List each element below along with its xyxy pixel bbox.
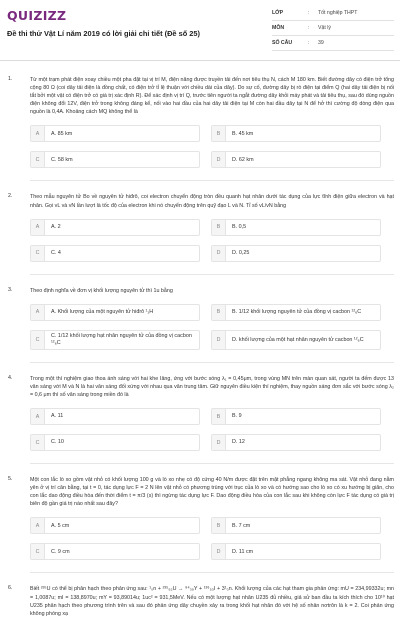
option-letter: C xyxy=(31,246,45,261)
option-letter: C xyxy=(31,152,45,167)
option-a[interactable] xyxy=(30,517,200,534)
option-text: D. 12 xyxy=(232,439,245,446)
option-letter: B xyxy=(212,305,226,320)
option-letter: A xyxy=(31,305,45,320)
option-c[interactable] xyxy=(30,543,200,560)
option-text: A. 85 km xyxy=(51,130,73,137)
option-letter: C xyxy=(31,435,45,450)
option-letter: D xyxy=(212,246,226,261)
option-text: A. Khối lượng của một nguyên tử hiđrô ¹₁H xyxy=(51,309,154,315)
question-number: 5. xyxy=(8,476,13,483)
option-text: D. 0,25 xyxy=(232,249,250,256)
options xyxy=(30,304,381,350)
option-letter: A xyxy=(31,518,45,533)
info-key: SỐ CÂU xyxy=(272,40,293,46)
option-c[interactable] xyxy=(30,434,200,451)
info-row-class: LỚP : Tốt nghiệp THPT xyxy=(272,6,394,21)
question-text: Theo định nghĩa về đơn vị khối lượng nguyên tử thì 1u bằng xyxy=(30,287,173,294)
option-text: A. 2 xyxy=(51,223,61,230)
question-number: 1. xyxy=(8,76,13,82)
options xyxy=(30,517,381,560)
info-value: 39 xyxy=(318,40,324,46)
option-b[interactable] xyxy=(211,304,381,321)
question-3 xyxy=(0,275,400,363)
option-d[interactable] xyxy=(211,245,381,262)
question-number: 2. xyxy=(8,193,13,200)
info-row-count: SỐ CÂU : 39 xyxy=(272,36,394,51)
question-number: 3. xyxy=(8,286,13,293)
options xyxy=(30,125,381,168)
option-a[interactable] xyxy=(30,125,200,142)
option-letter: A xyxy=(31,220,45,235)
question-text: Theo mẫu nguyên tử Bo về nguyên tử hiđrô, coi electron chuyển động tròn đều quanh hạt nhân dưới tác dụng của lực tĩnh điện giữa electron và hạt nhân. Gọi vL và vN lần lượt là tốc độ của electron khi nó chuyển động trên quỹ đạo L và N. Tỉ số vL/vN bằng xyxy=(30,194,394,209)
option-c[interactable] xyxy=(30,245,200,262)
options xyxy=(30,219,381,262)
option-text: B. 45 km xyxy=(232,130,254,137)
question-number: 4. xyxy=(8,374,13,381)
question-5 xyxy=(0,464,400,573)
option-text: C. 58 km xyxy=(51,156,73,163)
option-text: B. 7 cm xyxy=(232,522,251,529)
page-title: Đề thi thử Vật Lí năm 2019 có lời giải chi tiết (Đề số 25) xyxy=(7,29,200,38)
question-1 xyxy=(0,64,400,181)
option-text: A. 11 xyxy=(51,413,64,420)
question-text: Một con lắc lò xo gồm vật nhỏ có khối lượng 100 g và lò xo nhẹ có độ cứng 40 N/m được đặt trên mặt phẳng ngang không ma sát. Vật nhỏ đang nằm yên ở vị trí cân bằng, tại t = 0, tác dụng lực F = 2 N lên vật nhỏ có phương trùng với trục của lò xo và có hướng sao cho lò xo có xu hướng bị giãn, cho con lắc dao động điều hòa đến thời điểm t = π/3 (s) thì ngừng tác dụng lực F. Dao động điều hòa của con lắc sau khi không còn lực F tác dụng có giá trị biên độ gần giá trị nào nhất sau đây? xyxy=(30,477,394,508)
question-4 xyxy=(0,363,400,464)
option-letter: B xyxy=(212,518,226,533)
header-divider xyxy=(0,60,400,61)
question-text: Biết ²³⁵U có thể bị phân hạch theo phản ứng sau: ¹₀n + ²³⁵₉₂U → ⁹⁴₃₉Y + ¹³⁹₅₃I + 3¹₀n. Khối lượng của các hạt tham gia phản ứng: mU = 234,99332u; mn = 1,0087u; mI = 138,8970u; mY = 93,89014u; 1uc² = 931,5MeV. Nếu có một lượng hạt nhân U235 đủ nhiều, giả sử ban đầu ta kích thích cho 10¹⁰ hạt U235 phân hạch theo phương trình trên và sau đó phản ứng dây chuyền xảy ra trong khối hạt nhân đó với hệ số nhân nơtrôn là k = 2. Coi phản ứng không phóng xạ xyxy=(30,586,394,617)
option-letter: B xyxy=(212,126,226,141)
question-text: Trong một thí nghiệm giao thoa ánh sáng với hai khe Iâng, ứng với bước sóng λ₁ = 0,45μm, trong vùng MN trên màn quan sát, người ta đếm được 13 vân sáng với M và N là hai vân sáng đối xứng với nhau qua vân trung tâm. Giữ nguyên điều kiện thí nghiệm, thay nguồn sáng đơn sắc với bước sóng λ₂ = 0,6 μm thì số vân sáng trong miền đó là xyxy=(30,375,394,398)
option-d[interactable] xyxy=(211,151,381,168)
option-letter: C xyxy=(31,544,45,559)
info-key: MÔN xyxy=(272,25,285,31)
option-d[interactable] xyxy=(211,543,381,560)
option-text: D. khối lượng của một hạt nhân nguyên tử cacbon ¹²₆C xyxy=(232,336,364,343)
option-letter: D xyxy=(212,152,226,167)
question-6 xyxy=(0,573,400,617)
option-a[interactable] xyxy=(30,408,200,425)
info-value: Tốt nghiệp THPT xyxy=(318,10,358,16)
option-a[interactable] xyxy=(30,304,200,321)
option-letter: B xyxy=(212,409,226,424)
header xyxy=(0,0,400,60)
option-text: D. 11 cm xyxy=(232,548,254,555)
question-number: 6. xyxy=(8,585,13,592)
option-b[interactable] xyxy=(211,408,381,425)
question-text: Từ một trạm phát điện xoay chiều một pha đặt tại vị trí M, điện năng được truyền tải đến nơi tiêu thụ N, cách M 180 km. Biết đường dây có điện trở tổng cộng 80 Ω (coi dây tải điện là đồng chất, có điện trở tỉ lệ thuận với chiều dài của dây). Do sự cố, đường dây bị rò điện tại điểm Q (hai dây tải điện bị nối tắt bởi một vật có điện trở có giá trị xác định R). Để xác định vị trí Q, trước tiên người ta ngắt đường dây khỏi máy phát và tải tiêu thụ, sau đó dùng nguồn điện không đổi 12V, điện trở trong không đáng kể, nối vào hai đầu của hai dây tải điện tại M còn hai đầu dây tại N để hở thì cường độ dòng điện qua nguồn là 0,4A. Khoảng cách MQ không thể là xyxy=(30,77,394,116)
option-letter: D xyxy=(212,331,226,349)
info-value: Vật lý xyxy=(318,25,331,31)
option-d[interactable] xyxy=(211,434,381,451)
option-a[interactable] xyxy=(30,219,200,236)
option-text: A. 5 cm xyxy=(51,522,70,529)
quizizz-logo[interactable]: QUIZIZZ xyxy=(7,8,67,23)
option-b[interactable] xyxy=(211,125,381,142)
option-text: B. 0,5 xyxy=(232,223,247,230)
exam-info xyxy=(272,6,394,51)
option-c[interactable] xyxy=(30,330,200,350)
option-letter: B xyxy=(212,220,226,235)
info-key: LỚP xyxy=(272,10,284,16)
option-letter: A xyxy=(31,409,45,424)
option-text: C. 9 cm xyxy=(51,548,70,555)
option-b[interactable] xyxy=(211,219,381,236)
option-b[interactable] xyxy=(211,517,381,534)
option-text: B. 1/12 khối lượng nguyên tử của đồng vị cacbon ¹²₆C xyxy=(232,309,362,315)
option-text: C. 4 xyxy=(51,249,61,256)
info-row-subject: MÔN : Vật lý xyxy=(272,21,394,36)
option-d[interactable] xyxy=(211,330,381,350)
option-c[interactable] xyxy=(30,151,200,168)
option-text: B. 9 xyxy=(232,413,242,420)
question-2 xyxy=(0,181,400,274)
question-list xyxy=(0,64,400,618)
options xyxy=(30,408,381,451)
option-letter: C xyxy=(31,331,45,349)
option-text: D. 62 km xyxy=(232,156,254,163)
option-letter: D xyxy=(212,544,226,559)
option-text: C. 1/12 khối lượng hạt nhân nguyên tử của đồng vị cacbon ¹²₆C xyxy=(51,333,192,346)
option-letter: A xyxy=(31,126,45,141)
option-text: C. 10 xyxy=(51,439,64,446)
option-letter: D xyxy=(212,435,226,450)
